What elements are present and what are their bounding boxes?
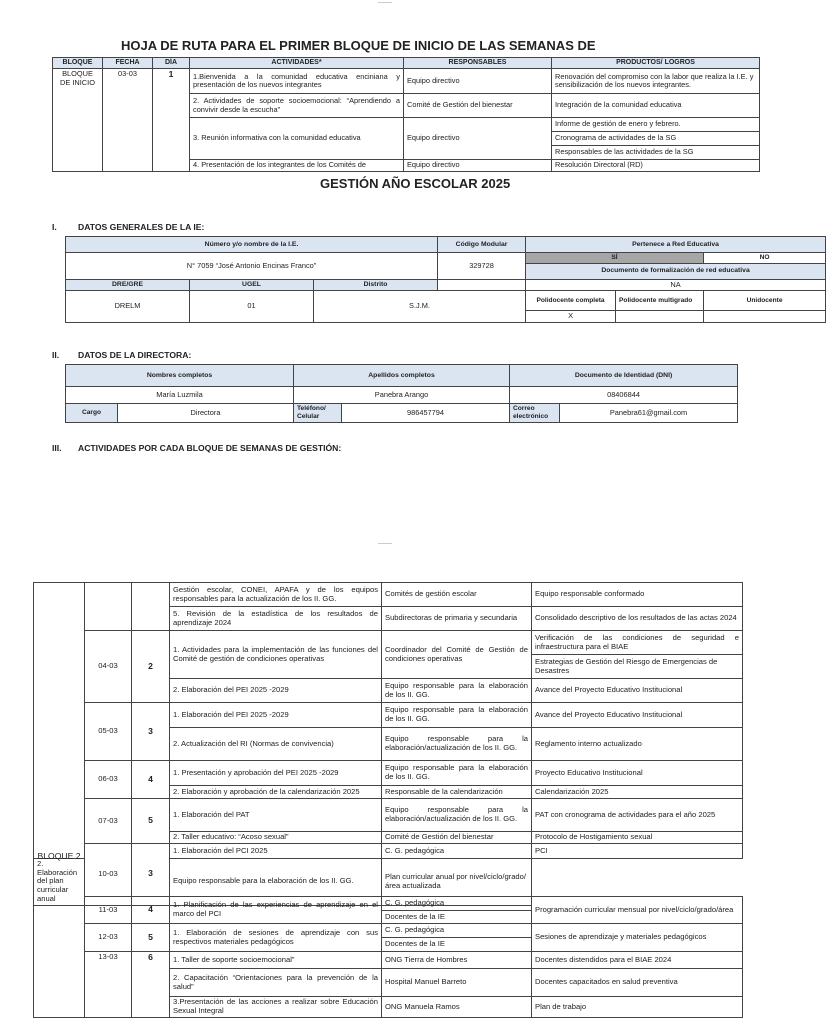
- general-data-table: [65, 236, 826, 323]
- product-cell: Plan curricular anual por nivel/ciclo/grado/área actualizada: [382, 859, 532, 906]
- activity-cell: 5. Revisión de la estadística de los resultados de aprendizaje 2024: [170, 607, 382, 631]
- activity-cell: 3. Reunión informativa con la comunidad educativa: [190, 118, 404, 160]
- activity-cell: 1. Actividades para la implementación de las funciones del Comité de gestión de condiciones operativas: [170, 631, 382, 679]
- dia-cell: 5: [132, 799, 170, 844]
- header-distrito: Distrito: [314, 279, 438, 291]
- responsible-cell: ONG Manuela Ramos: [382, 997, 532, 1018]
- header-fecha: FECHA: [103, 58, 153, 69]
- director-table: [65, 364, 738, 423]
- bloque-cell: BLOQUE DE INICIO: [53, 69, 103, 172]
- fecha-cell: 12-03: [85, 924, 132, 952]
- header-red-educativa: Pertenece a Red Educativa: [526, 237, 826, 253]
- responsible-cell: Docentes de la IE: [382, 938, 532, 952]
- activity-cell: 3.Presentación de las acciones a realizar sobre Educación Sexual Integral: [170, 997, 382, 1018]
- fecha-cell: 06-03: [85, 761, 132, 799]
- bloque-cell: [34, 583, 85, 859]
- activity-cell: 1. Elaboración del PEI 2025 -2029: [170, 703, 382, 728]
- section-1-heading: [52, 222, 204, 232]
- responsible-cell: Hospital Manuel Barreto: [382, 969, 532, 997]
- header-actividades: ACTIVIDADES*: [190, 58, 404, 69]
- activity-cell: 1. Elaboración de sesiones de aprendizaje con sus respectivos materiales pedagógicos: [170, 924, 382, 952]
- fecha-cell: 07-03: [85, 799, 132, 844]
- fecha-cell: 13-03: [85, 952, 132, 1018]
- activity-cell: 2. Elaboración y aprobación de la calendarización 2025: [170, 786, 382, 799]
- dia-cell: 2: [132, 631, 170, 703]
- document-title: HOJA DE RUTA PARA EL PRIMER BLOQUE DE INICIO DE LAS SEMANAS DE: [121, 38, 596, 53]
- product-cell: Reglamento interno actualizado: [532, 728, 743, 761]
- activities-table: [33, 582, 743, 906]
- activity-cell: Gestión escolar, CONEI, APAFA y de los equipos responsables para la actualización de los II. GG.: [170, 583, 382, 607]
- nombres-value: María Luzmila: [66, 387, 294, 404]
- responsible-cell: Coordinador del Comité de Gestión de condiciones operativas: [382, 631, 532, 679]
- fecha-cell: 03-03: [103, 69, 153, 172]
- activity-cell: 2. Elaboración del PEI 2025 -2029: [170, 679, 382, 703]
- responsible-cell: Docentes de la IE: [382, 911, 532, 924]
- header-dre: DRE/GRE: [66, 279, 190, 291]
- product-cell: Plan de trabajo: [532, 997, 743, 1018]
- header-unidocente: Unidocente: [704, 291, 826, 311]
- product-cell: Resolución Directoral (RD): [552, 160, 760, 172]
- correo-value: Panebra61@gmail.com: [560, 404, 738, 423]
- responsible-cell: Equipo responsable para la elaboración de los II. GG.: [382, 703, 532, 728]
- product-cell: Integración de la comunidad educativa: [552, 94, 760, 118]
- responsible-cell: ONG Tierra de Hombres: [382, 952, 532, 969]
- header-correo: Correo electrónico: [510, 404, 560, 423]
- fecha-cell: 05-03: [85, 703, 132, 761]
- header-telefono: Teléfono/ Celular: [294, 404, 342, 423]
- bloque-2-label: BLOQUE 2: [37, 851, 81, 861]
- header-polidocente-multigrado: Polidocente multigrado: [616, 291, 704, 311]
- product-cell: Programación curricular mensual por nivel/ciclo/grado/área: [532, 897, 743, 924]
- product-cell: Sesiones de aprendizaje y materiales pedagógicos: [532, 924, 743, 952]
- distrito-value: S.J.M.: [314, 291, 526, 323]
- activity-cell: 1.Bienvenida a la comunidad educativa enciniana y presentación de los nuevos integrantes: [190, 69, 404, 94]
- dni-value: 08406844: [510, 387, 738, 404]
- doc-red-value: NA: [526, 279, 826, 291]
- section-3-heading: [52, 443, 341, 453]
- section-number: III.: [52, 443, 62, 453]
- dia-cell: 3: [132, 844, 170, 906]
- polidocente-completa-value: X: [526, 311, 616, 323]
- apellidos-value: Panebra Arango: [294, 387, 510, 404]
- activity-cell: 4. Presentación de los integrantes de los Comités de: [190, 160, 404, 172]
- product-cell: Estrategias de Gestión del Riesgo de Emergencias de Desastres: [532, 655, 743, 679]
- header-dia: DÍA: [153, 58, 190, 69]
- responsible-cell: Subdirectoras de primaria y secundaria: [382, 607, 532, 631]
- cargo-value: Directora: [118, 404, 294, 423]
- product-cell: Calendarización 2025: [532, 786, 743, 799]
- activity-cell: 1. Taller de soporte socioemocional”: [170, 952, 382, 969]
- activity-cell: 2. Actividades de soporte socioemocional: “Aprendiendo a convivir desde la escucha”: [190, 94, 404, 118]
- dia-cell: 3: [132, 703, 170, 761]
- product-cell: PAT con cronograma de actividades para el año 2025: [532, 799, 743, 832]
- header-dni: Documento de Identidad (DNI): [510, 365, 738, 387]
- section-title: DATOS DE LA DIRECTORA:: [78, 350, 192, 360]
- dia-cell: 4: [132, 897, 170, 924]
- activity-cell: 2. Actualización del RI (Normas de convivencia): [170, 728, 382, 761]
- dia-cell: 6: [132, 952, 170, 1018]
- header-nombres: Nombres completos: [66, 365, 294, 387]
- red-no: NO: [704, 253, 826, 264]
- product-cell: Protocolo de Hostigamiento sexual: [532, 832, 743, 844]
- header-apellidos: Apellidos completos: [294, 365, 510, 387]
- section-number: II.: [52, 350, 60, 360]
- ugel-value: 01: [190, 291, 314, 323]
- header-productos: PRODUCTOS/ LOGROS: [552, 58, 760, 69]
- codigo-modular-value: 329728: [438, 253, 526, 280]
- responsible-cell: C. G. pedagógica: [382, 844, 532, 859]
- bloque-cell: [34, 897, 85, 1018]
- product-cell: Responsables de las actividades de la SG: [552, 146, 760, 160]
- fecha-cell: [85, 583, 132, 631]
- empty-cell: [438, 279, 526, 291]
- product-cell: Avance del Proyecto Educativo Institucional: [532, 679, 743, 703]
- responsible-cell: Equipo directivo: [404, 118, 552, 160]
- product-cell: Equipo responsable conformado: [532, 583, 743, 607]
- dia-cell: 5: [132, 924, 170, 952]
- header-codigo-modular: Código Modular: [438, 237, 526, 253]
- responsible-cell: C. G. pedagógica: [382, 897, 532, 911]
- activity-cell: 1. Elaboración del PCI 2025: [170, 844, 382, 859]
- fecha-cell: 10-03: [85, 844, 132, 906]
- activity-cell: 1. Presentación y aprobación del PEI 2025 -2029: [170, 761, 382, 786]
- product-cell: Consolidado descriptivo de los resultados de las actas 2024: [532, 607, 743, 631]
- responsible-cell: Equipo responsable para la elaboración/actualización de los II. GG.: [382, 728, 532, 761]
- top-activities-table: [52, 57, 760, 172]
- responsible-cell: Equipo responsable para la elaboración de los II. GG.: [382, 679, 532, 703]
- section-number: I.: [52, 222, 57, 232]
- responsible-cell: Equipo responsable para la elaboración de los II. GG.: [382, 761, 532, 786]
- activity-cell: 2. Capacitación “Orientaciones para la prevención de la salud”: [170, 969, 382, 997]
- fecha-cell: 11-03: [85, 897, 132, 924]
- product-cell: Docentes capacitados en salud preventiva: [532, 969, 743, 997]
- responsible-cell: Equipo responsable para la elaboración de los II. GG.: [170, 859, 382, 906]
- activity-cell: 1. Planificación de las experiencias de aprendizaje en el marco del PCI: [170, 897, 382, 924]
- header-ugel: UGEL: [190, 279, 314, 291]
- responsible-cell: Equipo directivo: [404, 160, 552, 172]
- activities-table-continued: [33, 896, 743, 1018]
- red-si: SÍ: [526, 253, 704, 264]
- header-bloque: BLOQUE: [53, 58, 103, 69]
- product-cell: Cronograma de actividades de la SG: [552, 132, 760, 146]
- section-2-heading: [52, 350, 191, 360]
- header-cargo: Cargo: [66, 404, 118, 423]
- ie-name-value: N° 7059 “José Antonio Encinas Franco”: [66, 253, 438, 280]
- dia-cell: 1: [153, 69, 190, 172]
- section-title: DATOS GENERALES DE LA IE:: [78, 222, 205, 232]
- page-marker: [378, 2, 392, 3]
- responsible-cell: C. G. pedagógica: [382, 924, 532, 938]
- dia-cell: [132, 583, 170, 631]
- unidocente-value: [704, 311, 826, 323]
- responsible-cell: Equipo responsable para la elaboración/actualización de los II. GG.: [382, 799, 532, 832]
- telefono-value: 986457794: [342, 404, 510, 423]
- responsible-cell: Comité de Gestión del bienestar: [404, 94, 552, 118]
- product-cell: PCI: [532, 844, 743, 859]
- product-cell: Proyecto Educativo Institucional: [532, 761, 743, 786]
- header-responsables: RESPONSABLES: [404, 58, 552, 69]
- product-cell: Informe de gestión de enero y febrero.: [552, 118, 760, 132]
- responsible-cell: Comité de Gestión del bienestar: [382, 832, 532, 844]
- header-polidocente-completa: Polidocente completa: [526, 291, 616, 311]
- product-cell: Docentes distendidos para el BIAE 2024: [532, 952, 743, 969]
- product-cell: Verificación de las condiciones de seguridad e infraestructura para el BIAE: [532, 631, 743, 655]
- polidocente-multigrado-value: [616, 311, 704, 323]
- product-cell: Avance del Proyecto Educativo Institucional: [532, 703, 743, 728]
- dre-value: DRELM: [66, 291, 190, 323]
- activity-cell: 2. Taller educativo: “Acoso sexual”: [170, 832, 382, 844]
- activity-cell: 2. Elaboración del plan curricular anual: [34, 859, 85, 906]
- fecha-cell: 04-03: [85, 631, 132, 703]
- activity-cell: 1. Elaboración del PAT: [170, 799, 382, 832]
- dia-cell: 4: [132, 761, 170, 799]
- product-cell: Renovación del compromiso con la labor que realiza la I.E. y sensibilización de los nuevos integrantes.: [552, 69, 760, 94]
- document-subtitle: GESTIÓN AÑO ESCOLAR 2025: [320, 176, 511, 191]
- section-title: ACTIVIDADES POR CADA BLOQUE DE SEMANAS DE GESTIÓN:: [78, 443, 342, 453]
- responsible-cell: Comités de gestión escolar: [382, 583, 532, 607]
- responsible-cell: Responsable de la calendarización: [382, 786, 532, 799]
- page-marker: [378, 543, 392, 544]
- header-doc-red: Documento de formalización de red educativa: [526, 263, 826, 279]
- header-ie-name: Número y/o nombre de la I.E.: [66, 237, 438, 253]
- responsible-cell: Equipo directivo: [404, 69, 552, 94]
